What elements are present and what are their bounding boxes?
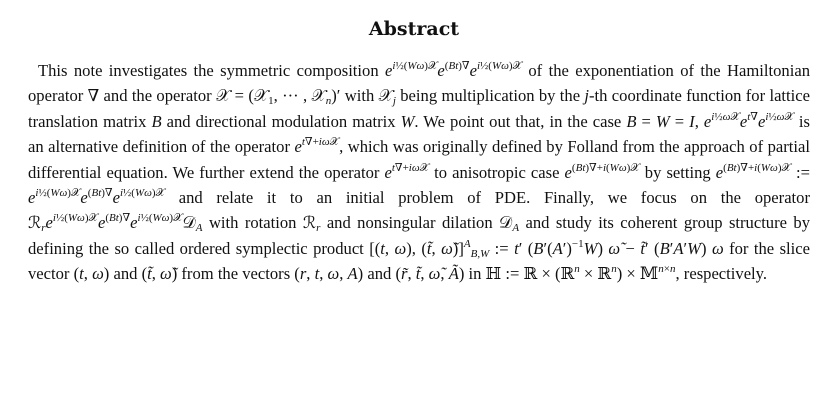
abstract-text: This note investigates the symmetric composition $e^{i\frac{1}{2}(W\omega)𝒳}e^{(Bt)\nabla}e^{i\frac{1}{2}(W\omega)𝒳}$ of the exponentiation of the Hamiltonian operator ∇ and the operator 𝒳 = (𝒳$_1$, ··· , 𝒳$_n$)′ with 𝒳$_j$ being multiplication by the j-th coordinate function for lattice translation matrix B and directional modulation matrix W. We point out that, in the case B = W = I, $e^{i\frac{1}{2}\omega 𝒳}e^{t\nabla}e^{i\frac{1}{2}\omega 𝒳}$ is an alternative definition of the operator $e^{t\nabla+i\omega 𝒳}$, which was originally defined by Folland from the approach of partial differential equation. We further extend the operator $e^{t\nabla+i\omega 𝒳}$ to anisotropic case $e^{(Bt)\nabla+i(W\omega)𝒳}$ by setting $e^{(Bt)\nabla+i(W\omega)𝒳}$ := $e^{i\frac{1}{2}(W\omega)𝒳}e^{(Bt)\nabla}e^{i\frac{1}{2}(W\omega)𝒳}$ and relate it to an initial problem of PDE. Finally, we focus on the operator $ℛ_re^{i\frac{1}{2}(W\omega)𝒳}e^{(Bt)\nabla}e^{i\frac{1}{2}(W\omega)𝒳}𝒟_A$ with rotation ℛ$_r$ and nonsingular dilation 𝒟$_A$ and study its coherent group structure by defining the so called ordered symplectic product [(t, ω), (t̃, ω̃)]$^A_{B,W}$ := t′ $(B'(A')^{-1}W)$ ω̃ − t̃′ (B′A′W) ω for the slice vector (t, ω) and (t̃, ω̃) from the vectors (r, t, ω, A) and (r̃, t̃, ω̃, Ã) in ℍ := ℝ × (ℝ$^n$ × ℝ$^n$) × 𝕄$^{n\times n}$, respectively. xyxy=(28,60,811,284)
abstract-body xyxy=(28,58,810,287)
abstract-heading: Abstract xyxy=(368,18,460,40)
